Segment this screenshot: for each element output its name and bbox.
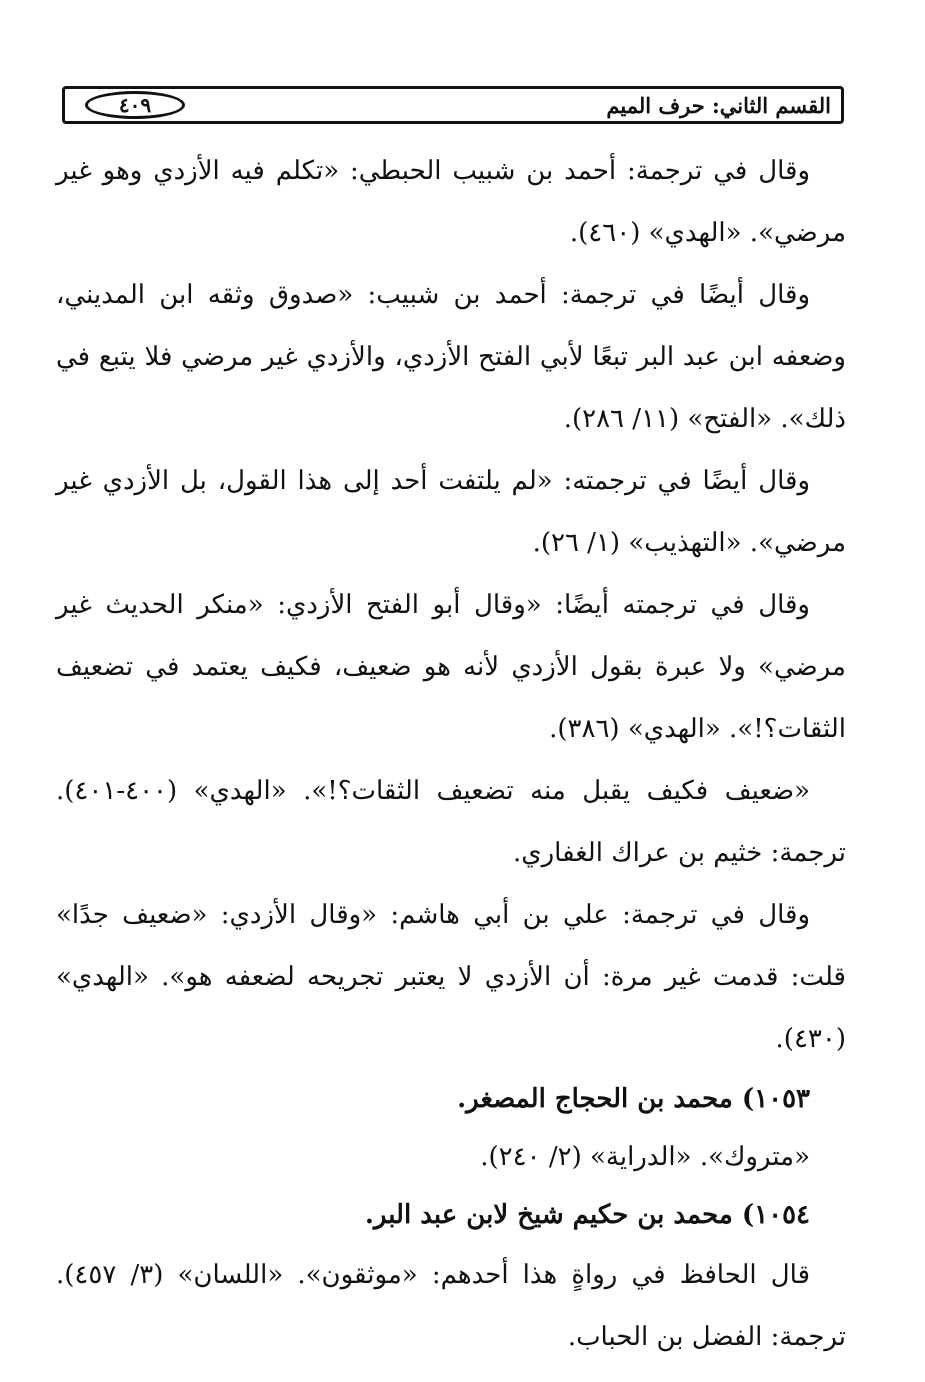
paragraph-tahdhib: وقال أيضًا في ترجمته: «لم يلتفت أحد إلى هذا القول، بل الأزدي غير مرضي». «التهذيب» (١/ ٢٦). (56, 466, 846, 558)
paragraph-ali-hashim: وقال في ترجمة: علي بن أبي هاشم: «وقال الأزدي: «ضعيف جدًا» قلت: قدمت غير مرة: أن الأزدي لا يعتبر تجريحه لضعفه هو». «الهدي» (٤٣٠). (56, 900, 846, 1054)
paragraph-khuthaym: «ضعيف فكيف يقبل منه تضعيف الثقات؟!». «الهدي» (٤٠٠-٤٠١). ترجمة: خثيم بن عراك الغفاري. (56, 776, 846, 868)
running-header (62, 86, 844, 124)
entry-note-1053: «متروك». «الدراية» (٢/ ٢٤٠). (480, 1142, 810, 1172)
entry-heading-1053: ١٠٥٣) محمد بن الحجاج المصغر. (457, 1084, 810, 1114)
page-body (56, 140, 846, 1368)
paragraph-ahmad-hibti: وقال في ترجمة: أحمد بن شبيب الحبطي: «تكلم فيه الأزدي وهو غير مرضي». «الهدي» (٤٦٠). (56, 156, 846, 248)
entry-heading-1054: ١٠٥٤) محمد بن حكيم شيخ لابن عبد البر. (364, 1200, 810, 1230)
paragraph-ahmad-shabib: وقال أيضًا في ترجمة: أحمد بن شبيب: «صدوق وثقه ابن المديني، وضعفه ابن عبد البر تبعًا لأبي الفتح الأزدي، والأزدي غير مرضي فلا يتبع في ذلك». «الفتح» (١١/ ٢٨٦). (56, 280, 846, 434)
paragraph-abu-fath: وقال في ترجمته أيضًا: «وقال أبو الفتح الأزدي: «منكر الحديث غير مرضي» ولا عبرة بقول الأزدي لأنه هو ضعيف، فكيف يعتمد في تضعيف الثقات؟!». «الهدي» (٣٨٦). (56, 590, 846, 744)
page-number: ٤٠٩ (85, 91, 185, 119)
section-title: القسم الثاني: حرف الميم (606, 93, 831, 118)
entry-note-1054: قال الحافظ في رواةٍ هذا أحدهم: «موثقون». «اللسان» (٣/ ٤٥٧). ترجمة: الفضل بن الحباب. (56, 1260, 846, 1352)
